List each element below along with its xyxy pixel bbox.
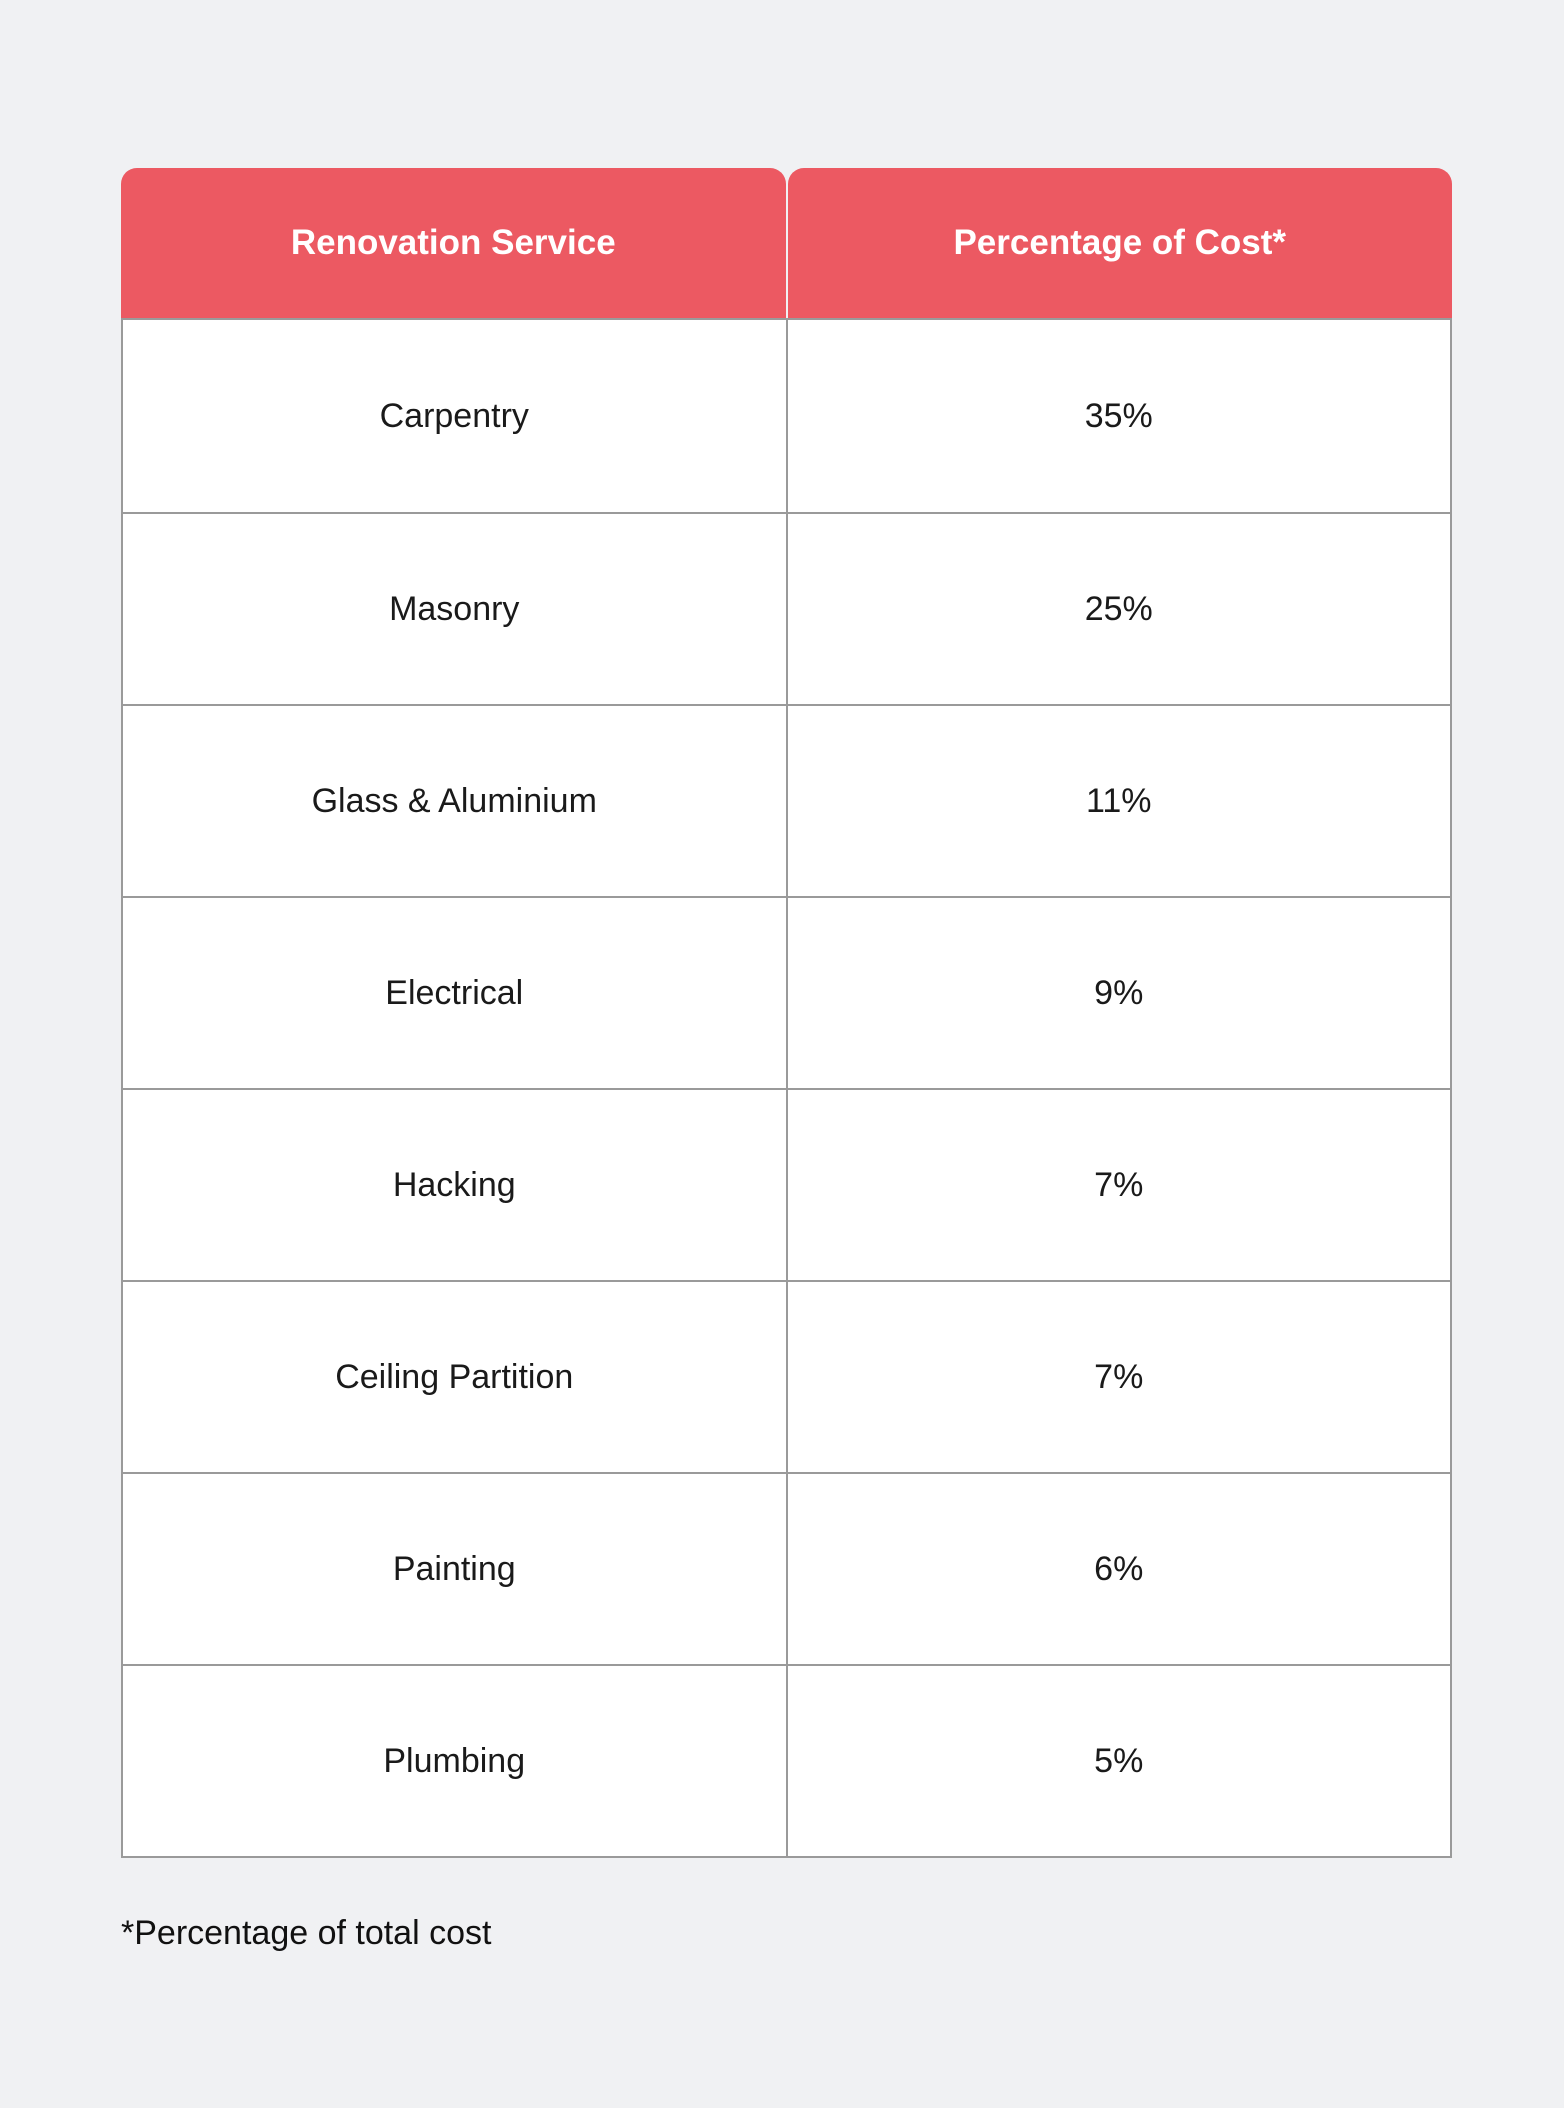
footnote: *Percentage of total cost: [121, 1914, 492, 1952]
percentage-cell: 11%: [1085, 781, 1152, 820]
header-renovation-service: Renovation Service: [121, 168, 786, 318]
renovation-cost-table: [121, 168, 1452, 1858]
percentage-cell: 7%: [1094, 1165, 1144, 1204]
table-row: [123, 1088, 1450, 1280]
service-cell: Glass & Aluminium: [123, 706, 788, 896]
table-row: [123, 1472, 1450, 1664]
table-header-row: [121, 168, 1452, 318]
service-cell: Masonry: [123, 514, 788, 704]
percentage-cell: 7%: [1094, 1357, 1144, 1396]
percentage-cell: 25%: [1084, 589, 1153, 628]
table-row: [123, 512, 1450, 704]
table-body: [121, 318, 1452, 1858]
table-row: [123, 318, 1450, 512]
table-row: [123, 1664, 1450, 1856]
service-cell: Painting: [123, 1474, 788, 1664]
service-cell: Ceiling Partition: [123, 1282, 788, 1472]
service-cell: Carpentry: [123, 320, 788, 512]
service-cell: Hacking: [123, 1090, 788, 1280]
table-row: [123, 704, 1450, 896]
percentage-cell: 5%: [1094, 1741, 1144, 1780]
percentage-cell: 6%: [1094, 1549, 1144, 1588]
table-row: [123, 1280, 1450, 1472]
percentage-cell: 35%: [1084, 396, 1153, 435]
table-row: [123, 896, 1450, 1088]
header-percentage-of-cost: Percentage of Cost*: [788, 168, 1453, 318]
service-cell: Electrical: [123, 898, 788, 1088]
service-cell: Plumbing: [123, 1666, 788, 1856]
percentage-cell: 9%: [1094, 973, 1144, 1012]
